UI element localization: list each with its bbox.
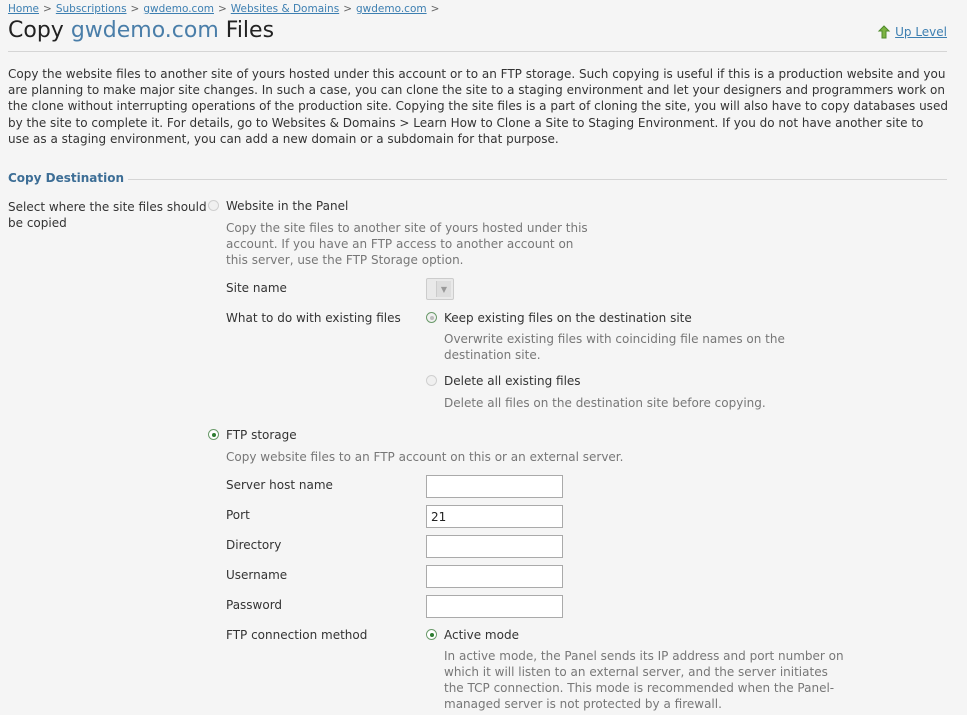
title-divider [8,51,947,52]
section-title-text: Copy Destination [8,171,128,185]
directory-input[interactable] [426,535,563,558]
host-label: Server host name [226,478,333,492]
page-title-prefix: Copy [8,18,64,43]
destination-label: Select where the site files should be copied [8,200,207,230]
breadcrumb-domain[interactable]: gwdemo.com [356,3,427,15]
intro-text: Copy the website files to another site of yours hosted under this account or to an FTP storage. Such copying is useful if this is a production website and you are planning to make major site changes. In such a case, you can clone the site to a staging environment and let your designers and programmers work on the clone without interrupting operations of the production site. Copying the site files is a part of cloning the site, you will also have to copy databases used by the site to complete it. For details, go to Websites & Domains > Learn How to Clone a Site to Staging Environment. If you do not have another site to use as a staging environment, you can add a new domain or a subdomain for that purpose. [8,67,948,146]
username-label: Username [226,568,288,582]
host-input[interactable] [426,475,563,498]
up-arrow-icon [877,25,891,39]
existing-files-label: What to do with existing files [226,311,401,325]
password-input[interactable] [426,595,563,618]
breadcrumb [8,3,443,15]
breadcrumb-subscription[interactable]: gwdemo.com [143,3,214,15]
breadcrumb-separator: > [217,3,227,15]
ftp-option-label: FTP storage [226,428,297,442]
ftp-option-radio[interactable] [208,429,219,440]
section-title [8,171,128,185]
port-label: Port [226,508,250,522]
port-input[interactable] [426,505,563,528]
breadcrumb-separator: > [43,3,52,15]
page-title-domain: gwdemo.com [70,18,219,43]
delete-files-label: Delete all existing files [444,374,581,388]
keep-files-radio[interactable] [426,312,437,323]
breadcrumb-home[interactable]: Home [8,3,40,15]
active-mode-radio[interactable] [426,629,437,640]
delete-files-radio[interactable] [426,375,437,386]
keep-files-description: Overwrite existing files with coinciding file names on the destination site. [444,332,785,362]
page-title-suffix: Files [225,18,275,43]
up-level-label[interactable]: Up Level [895,25,947,39]
breadcrumb-separator: > [430,3,440,15]
breadcrumb-separator: > [130,3,140,15]
ftp-option-description: Copy website files to an FTP account on this or an external server. [226,450,624,464]
chevron-down-icon: ▼ [436,281,451,297]
directory-label: Directory [226,538,282,552]
active-mode-description: In active mode, the Panel sends its IP address and port number on which it will listen to an external server, and the server initiates the TCP connection. This mode is recommended when the Panel-managed server is not protected by a firewall. [444,649,844,711]
password-label: Password [226,598,283,612]
site-name-label: Site name [226,281,287,295]
keep-files-label: Keep existing files on the destination site [444,311,692,325]
page-title [8,18,274,43]
panel-option-description: Copy the site files to another site of yours hosted under this account. If you have an FTP access to another account on this server, use the FTP Storage option. [226,221,588,267]
breadcrumb-websites-domains[interactable]: Websites & Domains [230,3,340,15]
ftp-method-label: FTP connection method [226,628,368,642]
site-name-select[interactable] [426,278,454,300]
panel-option-label: Website in the Panel [226,199,349,213]
delete-files-description: Delete all files on the destination site before copying. [444,396,766,410]
breadcrumb-separator: > [343,3,352,15]
username-input[interactable] [426,565,563,588]
up-level-link[interactable] [877,25,947,39]
breadcrumb-subscriptions[interactable]: Subscriptions [55,3,127,15]
section-divider [8,179,947,180]
active-mode-label: Active mode [444,628,519,642]
panel-option-radio[interactable] [208,200,219,211]
